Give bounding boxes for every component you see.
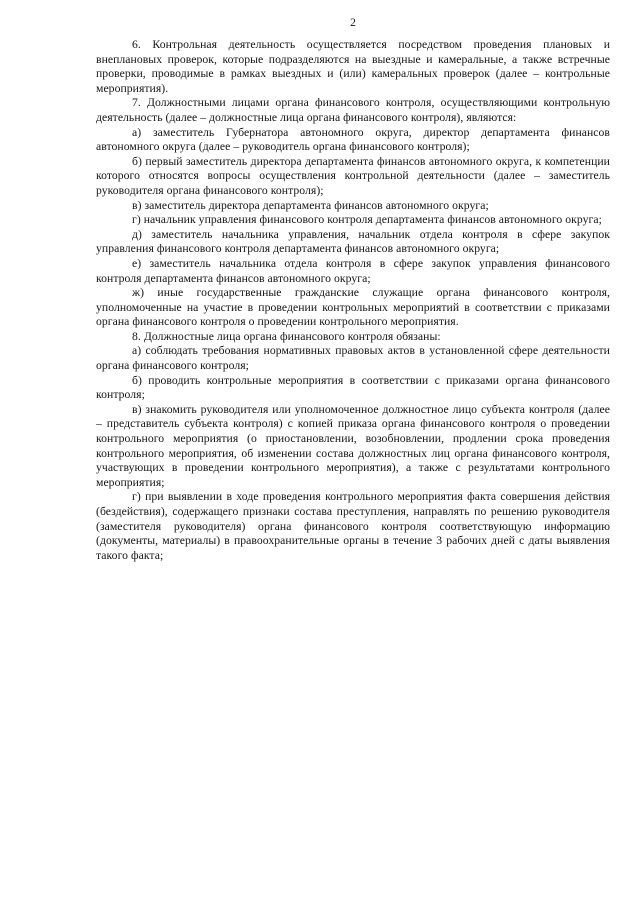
paragraph-7a: а) заместитель Губернатора автономного округа, директор департамента финансов автономного округа (далее – руководитель органа финансового контроля);: [96, 125, 610, 154]
paragraph-7d: д) заместитель начальника управления, начальник отдела контроля в сфере закупок управления финансового контроля департамента финансов автономного округа;: [96, 227, 610, 256]
paragraph-7g: г) начальник управления финансового контроля департамента финансов автономного округа;: [132, 213, 602, 227]
paragraph-8a: а) соблюдать требования нормативных правовых актов в установленной сфере деятельности органа финансового контроля;: [96, 344, 610, 373]
paragraph-7b: б) первый заместитель директора департамента финансов автономного округа, к компетенции которого относятся вопросы осуществления контрольной деятельности (далее – заместитель руководителя органа финансового контроля);: [96, 154, 610, 197]
paragraph-7-officials: 7. Должностными лицами органа финансового контроля, осуществляющими контрольную деятельность (далее – должностные лица органа финансового контроля), являются:: [96, 96, 610, 124]
page-number: 2: [350, 17, 356, 29]
paragraph-7v: в) заместитель директора департамента финансов автономного округа;: [132, 198, 489, 212]
paragraph-6-control-activity: 6. Контрольная деятельность осуществляется посредством проведения плановых и внеплановых проверок, которые подразделяются на выездные и камеральные, а также встречные проверки, проводимые в рамках выездных и (или) камеральных проверок (далее – контрольные мероприятия).: [96, 38, 610, 95]
paragraph-7e: е) заместитель начальника отдела контроля в сфере закупок управления финансового контроля департамента финансов автономного округа;: [96, 256, 610, 285]
paragraph-8-obligations: 8. Должностные лица органа финансового контроля обязаны:: [132, 329, 441, 343]
paragraph-8b: б) проводить контрольные мероприятия в соответствии с приказами органа финансового контроля;: [96, 373, 610, 402]
paragraph-8g: г) при выявлении в ходе проведения контрольного мероприятия факта совершения действия (бездействия), содержащего признаки состава преступления, направлять по решению руководителя (заместителя руководителя) органа финансового контроля соответствующую информацию (документы, материалы) в правоохранительные органы в течение 3 рабочих дней с даты выявления такого факта;: [96, 490, 610, 562]
paragraph-7zh: ж) иные государственные гражданские служащие органа финансового контроля, уполномоченные на участие в проведении контрольных мероприятий в соответствии с приказами органа финансового контроля о проведении контрольного мероприятия.: [96, 286, 610, 329]
paragraph-8v: в) знакомить руководителя или уполномоченное должностное лицо субъекта контроля (далее – представитель субъекта контроля) с копией приказа органа финансового контроля о проведении контрольного мероприятия (о приостановлении, возобновлении, продлении срока проведения контрольного мероприятия, об изменении состава должностных лиц органа финансового контроля, участвующих в проведении контрольного мероприятия), а также с результатами контрольного мероприятия;: [96, 402, 610, 489]
